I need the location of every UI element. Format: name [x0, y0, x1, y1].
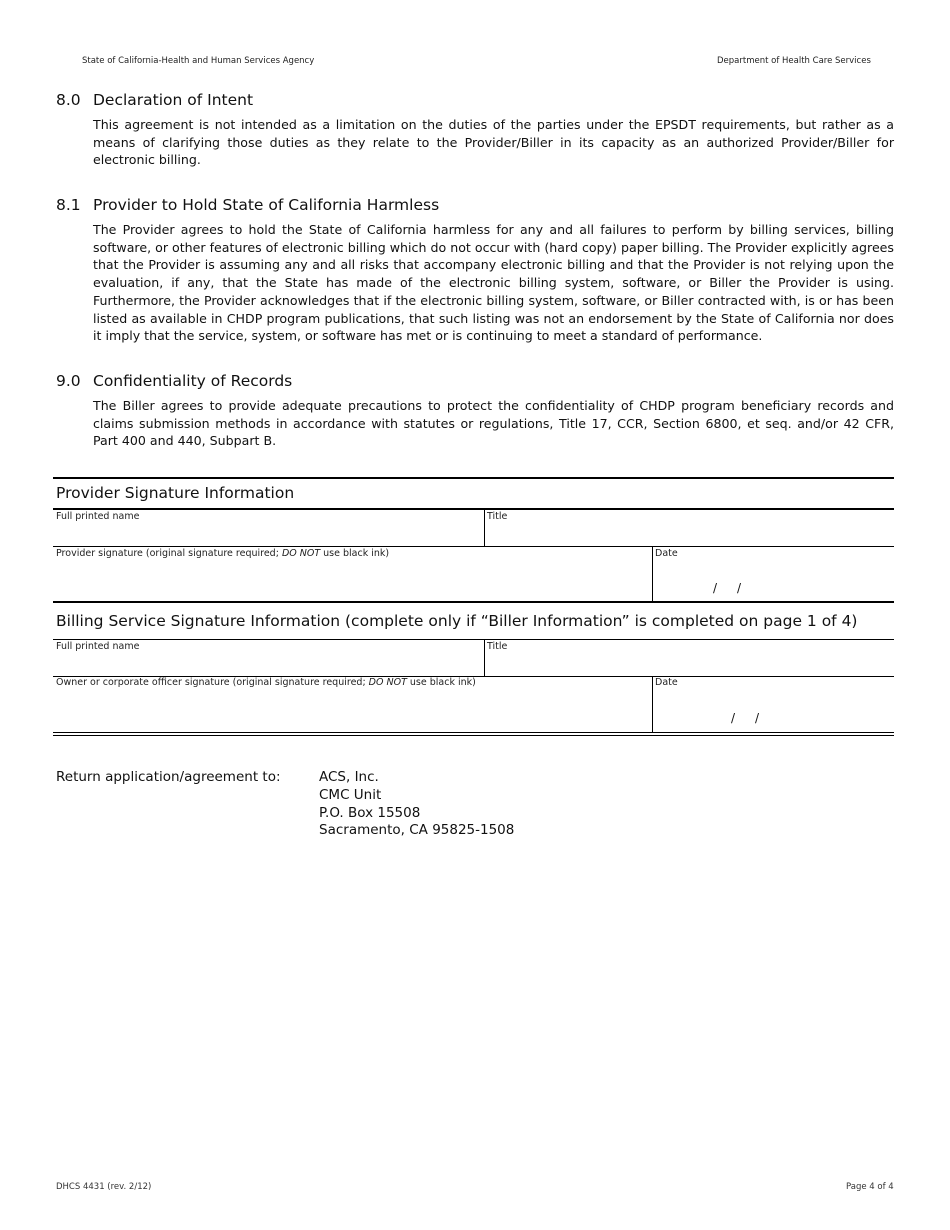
biller-block-title: Billing Service Signature Information (complete only if “Biller Information” is completed on page 1 of 4) [56, 612, 858, 630]
section-body: The Provider agrees to hold the State of California harmless for any and all failures to perform by billing services, billing software, or other features of electronic billing which do not occur with (hard copy) paper billing. The Provider explicitly agrees that the Provider is assuming any and all risks that accompany electronic billing and that the Provider is not relying upon the evaluation, if any, that the State has made of the electronic billing system, software, or Biller the Provider is using. Furthermore, the Provider acknowledges that if the electronic billing system, software, or Biller contracted with, is or has been listed as available in CHDP program publications, that such listing was not an endorsement by the State of California nor does it imply that the service, system, or software has met or is continuing to meet a standard of performance. [93, 222, 894, 344]
biller-signature-field[interactable] [53, 677, 652, 732]
page-number: Page 4 of 4 [846, 1182, 894, 1192]
field-label: Date [655, 677, 678, 688]
section-title: Confidentiality of Records [93, 372, 293, 390]
return-address-line: CMC Unit [319, 787, 382, 803]
provider-full-name-field[interactable] [53, 509, 484, 546]
section-number: 9.0 [56, 372, 81, 390]
date-separator: / [713, 581, 718, 595]
label-text: use black ink) [406, 677, 476, 688]
label-text: use black ink) [320, 548, 390, 559]
return-address-line: ACS, Inc. [319, 769, 379, 785]
field-label: Full printed name [56, 511, 140, 522]
provider-signature-field[interactable] [53, 547, 652, 601]
form-id: DHCS 4431 (rev. 2/12) [56, 1182, 152, 1192]
agency-header: State of California-Health and Human Services Agency [82, 56, 315, 66]
provider-block-top-rule [53, 477, 894, 479]
return-label: Return application/agreement to: [56, 769, 281, 785]
biller-bottom-rule [53, 732, 894, 733]
field-label: Full printed name [56, 641, 140, 652]
biller-full-name-field[interactable] [53, 640, 484, 676]
return-address-line: P.O. Box 15508 [319, 805, 421, 821]
department-header: Department of Health Care Services [717, 56, 871, 66]
field-label [56, 548, 389, 559]
biller-title-field[interactable] [485, 640, 894, 676]
section-body: The Biller agrees to provide adequate precautions to protect the confidentiality of CHDP program beneficiary records and claims submission methods in accordance with statutes or regulations, Title 17, CCR, Section 6800, et seq. and/or 42 CFR, Part 400 and 440, Subpart B. [93, 398, 894, 449]
label-text: Provider signature (original signature required; [56, 548, 282, 559]
section-title: Provider to Hold State of California Harmless [93, 196, 440, 214]
provider-block-title: Provider Signature Information [56, 484, 295, 502]
label-emphasis: DO NOT [368, 677, 407, 688]
biller-date-field[interactable] [653, 677, 894, 732]
date-separator: / [731, 711, 736, 725]
date-separator: / [737, 581, 742, 595]
field-label: Date [655, 548, 678, 559]
field-label: Title [487, 641, 508, 652]
provider-date-field[interactable] [653, 547, 894, 601]
section-number: 8.1 [56, 196, 81, 214]
label-text: Owner or corporate officer signature (original signature required; [56, 677, 369, 688]
return-address-line: Sacramento, CA 95825-1508 [319, 822, 515, 838]
date-separator: / [755, 711, 760, 725]
section-title: Declaration of Intent [93, 91, 254, 109]
section-number: 8.0 [56, 91, 81, 109]
provider-title-field[interactable] [485, 509, 894, 546]
label-emphasis: DO NOT [281, 548, 321, 559]
field-label: Title [487, 511, 508, 522]
provider-block-bottom-rule [53, 601, 894, 603]
field-label [56, 677, 476, 688]
biller-bottom-double-rule [53, 735, 894, 736]
section-body: This agreement is not intended as a limitation on the duties of the parties under the EPSDT requirements, but rather as a means of clarifying those duties as they relate to the Provider/Biller in its capacity as an authorized Provider/Biller for electronic billing. [93, 117, 894, 168]
